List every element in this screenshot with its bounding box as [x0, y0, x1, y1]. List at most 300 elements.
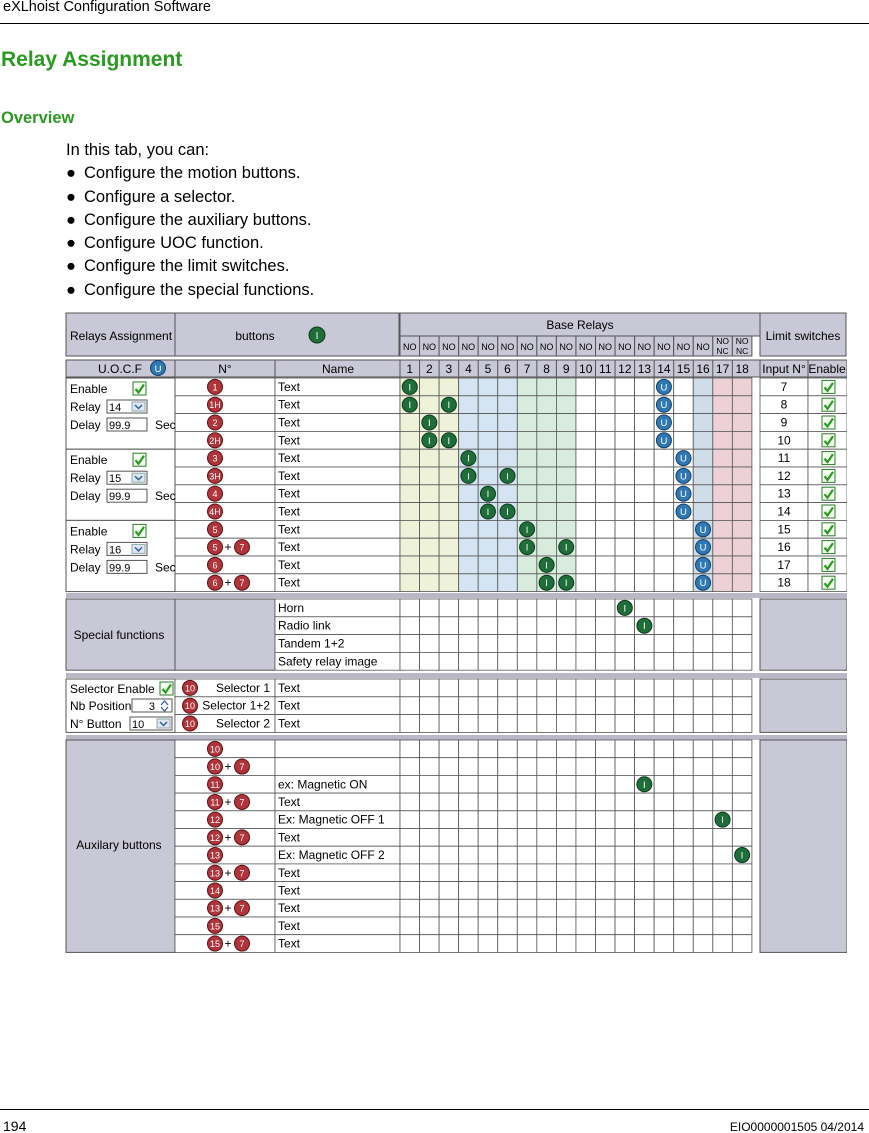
- relay-cell: [635, 811, 655, 829]
- relay-cell: [439, 538, 459, 556]
- uoc-sec-label: Sec: [155, 418, 176, 432]
- relay-cell: [498, 935, 518, 953]
- relay-cell: [478, 811, 498, 829]
- relay-cell: [478, 679, 498, 697]
- document-header-title: eXLhoist Configuration Software: [3, 0, 211, 15]
- plus-sign: +: [224, 901, 232, 916]
- relay-cell: [556, 467, 576, 485]
- relay-cell: [420, 697, 440, 715]
- bullet-item: ● Configure the special functions.: [66, 281, 315, 299]
- relay-cell: [537, 793, 557, 811]
- checkbox-checked: [822, 576, 835, 589]
- relay-cell: [556, 431, 576, 449]
- relay-cell: [420, 775, 440, 793]
- relay-cell: [654, 538, 674, 556]
- relay-cell: [693, 846, 713, 864]
- relay-cell: [498, 520, 518, 538]
- relay-cell: [517, 652, 537, 670]
- relay-type-no: NO: [618, 342, 632, 352]
- relay-cell: [498, 899, 518, 917]
- relay-cell: [674, 635, 694, 653]
- relay-cell: [596, 378, 616, 396]
- button-number-label: 7: [239, 762, 245, 773]
- input-number: 9: [780, 415, 788, 430]
- relay-cell: [478, 829, 498, 847]
- relay-cell: [615, 758, 635, 776]
- relay-cell: [576, 431, 596, 449]
- relay-cell: [537, 740, 557, 758]
- relay-cell: [615, 635, 635, 653]
- relay-cell: [732, 715, 752, 733]
- relay-cell: [713, 503, 733, 521]
- relay-cell: [596, 467, 616, 485]
- relay-cell: [439, 599, 459, 617]
- relay-cell: [654, 864, 674, 882]
- relay-cell: [576, 467, 596, 485]
- relay-cell: [420, 846, 440, 864]
- uoc-enable-label: Enable: [70, 524, 108, 539]
- button-number-cell: [175, 846, 275, 864]
- relay-cell: [556, 485, 576, 503]
- relay-cell: [615, 431, 635, 449]
- relay-cell: [693, 485, 713, 503]
- relay-cell: [478, 431, 498, 449]
- button-number-label: 11: [210, 797, 220, 808]
- relay-cell: [615, 715, 635, 733]
- relay-cell: [674, 882, 694, 900]
- circle-i-glyph: I: [623, 603, 627, 615]
- relay-cell: [596, 846, 616, 864]
- button-number-label: 10: [209, 744, 221, 755]
- relay-cell: [420, 449, 440, 467]
- relay-cell: [498, 917, 518, 935]
- relay-cell: [420, 811, 440, 829]
- relay-cell: [517, 935, 537, 953]
- button-number-label: 13: [209, 868, 221, 879]
- relay-cell: [517, 599, 537, 617]
- checkbox-checked: [822, 541, 835, 554]
- relay-cell: [537, 679, 557, 697]
- plus-sign: +: [224, 794, 232, 809]
- auxiliary-row-name: Text: [278, 865, 301, 880]
- circle-i-glyph: I: [486, 507, 490, 518]
- relay-cell: [596, 715, 616, 733]
- relay-cell: [596, 599, 616, 617]
- relay-cell: [517, 740, 537, 758]
- relay-type-no: NO: [539, 342, 554, 352]
- relay-cell: [556, 917, 576, 935]
- circle-u-glyph: U: [660, 418, 668, 429]
- circle-i-glyph: I: [447, 435, 451, 447]
- selector-enable-label: Selector Enable: [70, 682, 155, 696]
- relay-cell: [635, 449, 655, 467]
- relay-cell: [459, 378, 479, 396]
- relay-type-no: NO: [657, 342, 671, 352]
- relay-cell: [400, 758, 420, 776]
- button-number-cell: [175, 556, 275, 574]
- relay-cell: [635, 793, 655, 811]
- relay-cell: [615, 467, 635, 485]
- relay-cell: [654, 917, 674, 935]
- relay-cell: [420, 882, 440, 900]
- relay-cell: [498, 396, 518, 414]
- relay-cell: [674, 556, 694, 574]
- relay-cell: [439, 899, 459, 917]
- relay-cell: [635, 715, 655, 733]
- relay-cell: [732, 740, 752, 758]
- relay-cell: [556, 864, 576, 882]
- relay-cell: [537, 431, 557, 449]
- relay-cell: [732, 538, 752, 556]
- button-number-label: 10: [184, 701, 196, 712]
- relay-cell: [420, 520, 440, 538]
- relay-number-header: 15: [676, 362, 691, 376]
- relay-cell: [615, 520, 635, 538]
- relay-cell: [556, 935, 576, 953]
- special-function-name: Safety relay image: [278, 654, 378, 669]
- selector-label: Selector 1+2: [202, 698, 270, 713]
- relay-cell: [459, 935, 479, 953]
- relay-cell: [459, 917, 479, 935]
- selector-row-name: Text: [278, 698, 301, 713]
- auxiliary-row-name: Text: [278, 883, 301, 898]
- relay-cell: [635, 431, 655, 449]
- relay-cell: [615, 652, 635, 670]
- relay-cell: [556, 758, 576, 776]
- relay-cell: [517, 503, 537, 521]
- relay-cell: [439, 485, 459, 503]
- relay-type-no: NO: [520, 342, 534, 352]
- page-title: Relay Assignment: [1, 48, 183, 71]
- relay-cell: [537, 775, 557, 793]
- relay-cell: [596, 793, 616, 811]
- relay-cell: [517, 829, 537, 847]
- relay-cell: [459, 864, 479, 882]
- relay-cell: [537, 697, 557, 715]
- relay-cell: [615, 396, 635, 414]
- relay-cell: [556, 829, 576, 847]
- checkbox-checked: [822, 380, 835, 393]
- relay-cell: [478, 599, 498, 617]
- relay-cell: [556, 503, 576, 521]
- relay-cell: [420, 556, 440, 574]
- relay-cell: [439, 467, 459, 485]
- limit-blank-panel: [760, 599, 847, 670]
- relay-cell: [517, 679, 537, 697]
- relay-cell: [615, 899, 635, 917]
- bullet-icon: ●: [66, 281, 76, 299]
- relay-cell: [615, 793, 635, 811]
- relay-cell: [732, 485, 752, 503]
- relay-cell: [654, 556, 674, 574]
- plus-sign: +: [224, 540, 232, 555]
- button-number-label: 3: [212, 453, 218, 464]
- uoc-relay-dropdown-value: 15: [109, 473, 122, 486]
- bullet-icon: ●: [66, 234, 76, 252]
- relay-cell: [517, 449, 537, 467]
- checkbox-checked: [822, 523, 835, 536]
- relay-cell: [732, 431, 752, 449]
- input-number: 17: [777, 557, 791, 572]
- relay-cell: [732, 520, 752, 538]
- bullet-item: ● Configure the limit switches.: [66, 257, 290, 275]
- relay-number-header: 8: [543, 362, 550, 376]
- button-number-label: 5: [212, 524, 218, 535]
- relay-cell: [400, 520, 420, 538]
- relay-number-header: 17: [715, 362, 730, 376]
- relay-cell: [537, 882, 557, 900]
- relay-type-no: NO: [676, 342, 691, 352]
- relay-cell: [459, 758, 479, 776]
- relay-type-no: NO: [500, 342, 515, 352]
- auxiliary-buttons-label: Auxilary buttons: [76, 838, 162, 852]
- relay-cell: [478, 378, 498, 396]
- relay-cell: [517, 414, 537, 432]
- relay-number-header: 14: [657, 362, 671, 376]
- nb-position-label: Nb Position: [70, 699, 132, 713]
- relay-cell: [439, 917, 459, 935]
- relay-cell: [674, 811, 694, 829]
- button-number-cell: [175, 882, 275, 900]
- relay-cell: [537, 485, 557, 503]
- relay-cell: [596, 899, 616, 917]
- relay-cell: [732, 679, 752, 697]
- relay-cell: [576, 556, 596, 574]
- relay-cell: [732, 917, 752, 935]
- relay-cell: [556, 449, 576, 467]
- relay-cell: [400, 811, 420, 829]
- relay-cell: [654, 829, 674, 847]
- relay-cell: [517, 715, 537, 733]
- relay-cell: [732, 396, 752, 414]
- relay-cell: [732, 899, 752, 917]
- relay-cell: [693, 503, 713, 521]
- relay-cell: [459, 697, 479, 715]
- relay-cell: [615, 485, 635, 503]
- motion-row-name: Text: [278, 486, 301, 501]
- relay-cell: [732, 811, 752, 829]
- relay-cell: [693, 864, 713, 882]
- relay-cell: [615, 574, 635, 592]
- relay-cell: [556, 679, 576, 697]
- relay-cell: [674, 431, 694, 449]
- relay-cell: [635, 864, 655, 882]
- relay-cell: [498, 635, 518, 653]
- relay-cell: [615, 846, 635, 864]
- relay-cell: [400, 715, 420, 733]
- relay-cell: [654, 449, 674, 467]
- relay-cell: [693, 599, 713, 617]
- relay-cell: [635, 652, 655, 670]
- relay-cell: [615, 449, 635, 467]
- relay-cell: [459, 599, 479, 617]
- circle-u-glyph: U: [660, 400, 668, 412]
- motion-row-name: Text: [278, 504, 301, 519]
- relay-cell: [478, 899, 498, 917]
- circle-i-glyph: I: [643, 621, 646, 633]
- relay-cell: [537, 652, 557, 670]
- uoc-relay-label: Relay: [70, 471, 101, 486]
- relay-cell: [713, 449, 733, 467]
- relay-cell: [713, 635, 733, 653]
- relay-cell: [498, 414, 518, 432]
- relay-cell: [420, 503, 440, 521]
- uoc-sec-label: Sec: [155, 489, 176, 504]
- relay-cell: [556, 846, 576, 864]
- relay-number-header: 6: [504, 362, 511, 376]
- relay-cell: [478, 449, 498, 467]
- button-number-label: 10: [209, 762, 221, 773]
- relay-cell: [674, 396, 694, 414]
- relay-cell: [732, 467, 752, 485]
- relay-cell: [576, 414, 596, 432]
- relay-cell: [517, 899, 537, 917]
- relay-cell: [596, 740, 616, 758]
- auxiliary-row-name: ex: Magnetic ON: [278, 777, 368, 792]
- relay-cell: [693, 758, 713, 776]
- relay-cell: [635, 574, 655, 592]
- relay-cell: [596, 449, 616, 467]
- relay-cell: [596, 556, 616, 574]
- relay-cell: [615, 378, 635, 396]
- relay-cell: [498, 846, 518, 864]
- bullet-item: ● Configure a selector.: [66, 188, 236, 206]
- relay-cell: [517, 574, 537, 592]
- button-number-cell: [175, 775, 275, 793]
- relay-cell: [713, 882, 733, 900]
- relay-cell: [693, 431, 713, 449]
- document-reference: EIO0000001505 04/2014: [729, 1120, 864, 1133]
- relay-type-nc: NC: [735, 346, 749, 356]
- relay-cell: [537, 846, 557, 864]
- relay-cell: [439, 758, 459, 776]
- circle-i-glyph: I: [486, 489, 490, 501]
- relay-cell: [674, 899, 694, 917]
- relay-cell: [713, 574, 733, 592]
- relay-cell: [596, 758, 616, 776]
- button-number-label: 14: [209, 885, 221, 896]
- relay-cell: [693, 679, 713, 697]
- relay-cell: [713, 556, 733, 574]
- relay-cell: [517, 846, 537, 864]
- relay-cell: [556, 899, 576, 917]
- motion-row-name: Text: [278, 522, 301, 537]
- button-number-label: 10: [184, 683, 196, 694]
- relay-cell: [478, 574, 498, 592]
- n-button-dropdown-value: 10: [132, 719, 145, 731]
- selector-label: Selector 1: [215, 680, 270, 695]
- relay-cell: [693, 793, 713, 811]
- relay-number-header: 5: [484, 362, 492, 376]
- circle-i-glyph: I: [721, 815, 724, 827]
- relay-cell: [713, 899, 733, 917]
- relay-cell: [556, 882, 576, 900]
- relay-cell: [615, 414, 635, 432]
- checkbox-checked: [822, 398, 835, 411]
- relay-cell: [635, 467, 655, 485]
- relay-cell: [732, 829, 752, 847]
- button-number-cell: [175, 485, 275, 503]
- relay-number-header: 3: [445, 362, 453, 376]
- button-number-label: 4: [212, 489, 218, 500]
- relay-cell: [459, 538, 479, 556]
- special-function-name: Tandem 1+2: [278, 636, 345, 651]
- relay-cell: [576, 396, 596, 414]
- checkbox-checked: [822, 452, 835, 465]
- relay-cell: [439, 574, 459, 592]
- relay-type-no: NO: [637, 342, 652, 352]
- relay-cell: [654, 599, 674, 617]
- relay-cell: [576, 599, 596, 617]
- button-number-cell: [175, 740, 275, 758]
- button-number-label: 13: [209, 903, 221, 914]
- relay-cell: [498, 556, 518, 574]
- relay-cell: [576, 635, 596, 653]
- relay-cell: [478, 917, 498, 935]
- relay-cell: [635, 556, 655, 574]
- auxiliary-row-name: Text: [278, 936, 301, 951]
- relay-cell: [498, 617, 518, 635]
- plus-sign: +: [224, 575, 232, 590]
- button-number-label: 12: [209, 832, 221, 843]
- circle-i-glyph: I: [467, 471, 470, 483]
- relay-cell: [732, 414, 752, 432]
- motion-row-name: Text: [278, 468, 301, 483]
- relay-cell: [576, 538, 596, 556]
- relay-cell: [459, 574, 479, 592]
- relay-cell: [596, 538, 616, 556]
- checkbox-checked: [160, 682, 173, 695]
- relay-cell: [439, 715, 459, 733]
- relay-cell: [596, 864, 616, 882]
- relay-cell: [400, 635, 420, 653]
- relay-number-header: 4: [465, 362, 472, 376]
- relay-cell: [537, 396, 557, 414]
- relay-cell: [693, 882, 713, 900]
- uoc-label: U.O.C.F: [98, 362, 142, 376]
- relay-cell: [517, 793, 537, 811]
- relay-cell: [400, 740, 420, 758]
- relay-cell: [674, 864, 694, 882]
- relay-cell: [654, 882, 674, 900]
- selector-row-name: Text: [278, 680, 301, 695]
- relay-cell: [537, 899, 557, 917]
- relay-cell: [459, 793, 479, 811]
- relay-cell: [654, 899, 674, 917]
- relay-cell: [400, 485, 420, 503]
- relay-cell: [576, 793, 596, 811]
- relay-cell: [556, 635, 576, 653]
- checkbox-checked: [133, 524, 146, 537]
- section-separator: [66, 673, 847, 678]
- relay-cell: [713, 378, 733, 396]
- relay-cell: [498, 715, 518, 733]
- relay-cell: [654, 574, 674, 592]
- relay-cell: [459, 775, 479, 793]
- relay-type-no: NO: [442, 342, 456, 352]
- button-number-label: 7: [239, 903, 245, 914]
- input-number: 18: [777, 575, 791, 590]
- relay-cell: [635, 378, 655, 396]
- button-number-label: 15: [209, 939, 221, 950]
- relay-cell: [576, 882, 596, 900]
- relay-cell: [478, 758, 498, 776]
- bullet-icon: ●: [66, 257, 76, 275]
- bullet-item: ● Configure UOC function.: [66, 234, 264, 252]
- input-number: 11: [777, 451, 791, 466]
- button-number-label: 7: [239, 868, 245, 879]
- relay-cell: [439, 378, 459, 396]
